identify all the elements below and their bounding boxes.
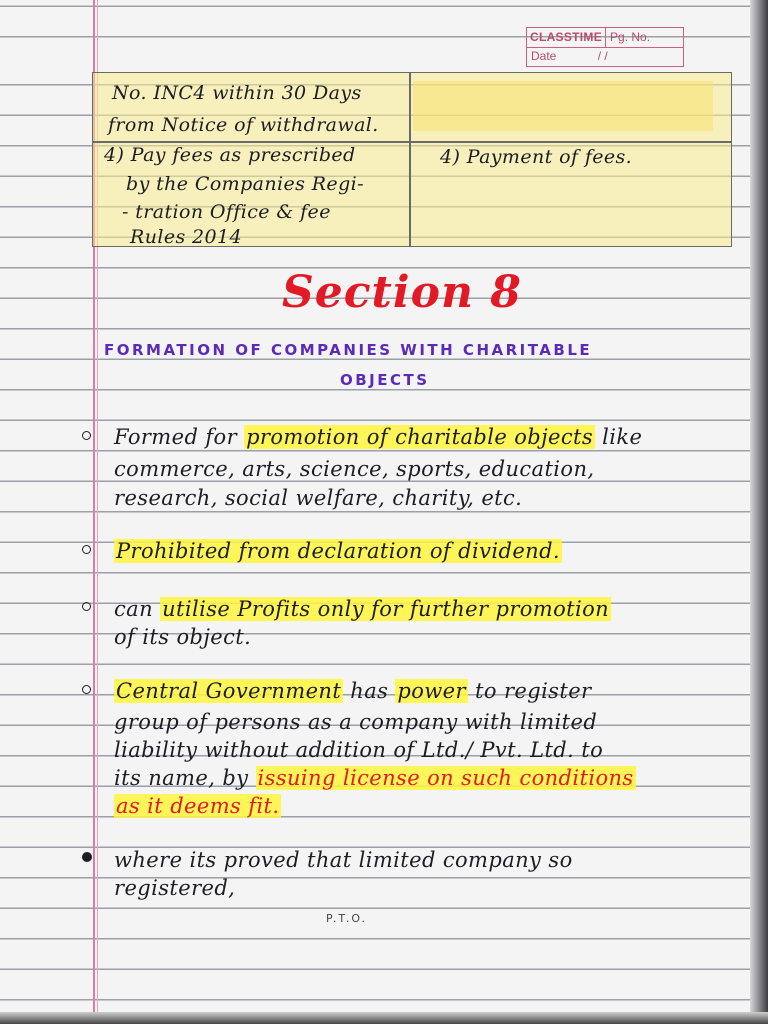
- bullet-4-text-pre: its name, by: [114, 766, 256, 790]
- heading-line-2: OBJECTS: [340, 371, 430, 389]
- page-bottom-shadow: [0, 1012, 768, 1024]
- table-right-text: 4) Payment of fees.: [440, 146, 633, 168]
- page-number-label: Pg. No.: [610, 30, 651, 44]
- bullet-4-highlight-2: power: [397, 679, 466, 703]
- bullet-1-line-1: [114, 425, 642, 449]
- bullet-4-red-highlight: issuing license on such conditions: [257, 766, 634, 790]
- date-label: Date: [531, 49, 557, 63]
- bullet-4-line-1: [114, 679, 591, 703]
- table-row-divider: [93, 141, 731, 143]
- bullet-marker: [82, 545, 91, 554]
- section-title: Section 8: [282, 267, 522, 318]
- bullet-3-highlight: utilise Profits only for further promotion: [162, 597, 610, 621]
- bullet-5-line-2: registered,: [114, 876, 236, 900]
- page-edge-shadow: [750, 0, 768, 1024]
- bullet-1-line-3: research, social welfare, charity, etc.: [114, 486, 523, 510]
- bullet-3-text-pre: can: [114, 597, 161, 621]
- bullet-4-red-highlight-2: as it deems fit.: [116, 794, 280, 818]
- bullet-1-highlight: promotion of charitable objects: [246, 425, 594, 449]
- bullet-marker: [82, 685, 91, 694]
- bullet-5-line-1: where its proved that limited company so: [114, 848, 573, 872]
- heading-line-1: FORMATION OF COMPANIES WITH CHARITABLE: [104, 341, 593, 359]
- table-left-line-2: from Notice of withdrawal.: [108, 114, 379, 136]
- bullet-4-text-mid: has: [343, 679, 396, 703]
- table-left-line-3: 4) Pay fees as prescribed: [104, 144, 356, 166]
- bullet-4-text-post: to register: [467, 679, 592, 703]
- bullet-4-highlight-1: Central Government: [116, 679, 342, 703]
- bullet-2-highlight: Prohibited from declaration of dividend.: [116, 539, 561, 563]
- table-left-line-5: - tration Office & fee: [122, 201, 331, 223]
- table-highlight-cell: [413, 81, 713, 131]
- bullet-1-text-pre: Formed for: [114, 425, 245, 449]
- bullet-3-line-2: of its object.: [114, 625, 252, 649]
- bullet-marker: [82, 602, 91, 611]
- table-left-line-1: No. INC4 within 30 Days: [112, 82, 362, 104]
- bullet-3-line-1: [114, 597, 611, 621]
- bullet-4-line-5: [114, 794, 281, 818]
- classtime-header-box: [526, 27, 684, 67]
- pto-note: P.T.O.: [326, 912, 368, 925]
- bullet-1-text-post: like: [595, 425, 643, 449]
- bullet-marker: [82, 431, 91, 440]
- bullet-4-line-4: [114, 766, 636, 790]
- table-left-line-6: Rules 2014: [130, 226, 243, 248]
- bullet-marker: [82, 852, 92, 862]
- bullet-1-line-2: commerce, arts, science, sports, education,: [114, 457, 595, 481]
- bullet-4-line-2: group of persons as a company with limited: [114, 710, 598, 734]
- table-left-line-4: by the Companies Regi-: [126, 173, 364, 195]
- classtime-label: CLASSTIME: [527, 28, 606, 47]
- bullet-2-line-1: [114, 539, 562, 563]
- table-column-divider: [409, 73, 411, 246]
- date-slashes: / /: [597, 49, 608, 63]
- bullet-4-line-3: liability without addition of Ltd./ Pvt. Ltd. to: [114, 738, 604, 762]
